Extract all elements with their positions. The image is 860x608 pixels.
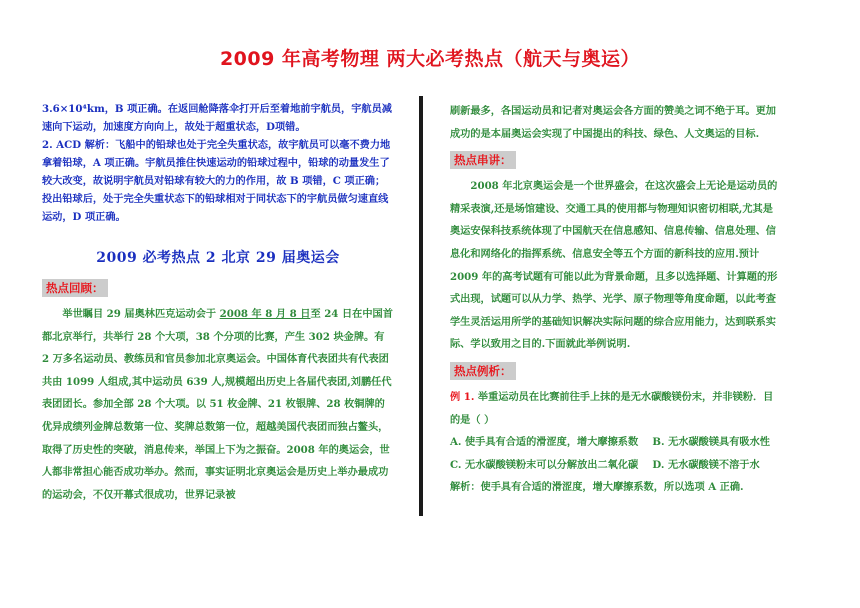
answer-1: 3.6×10⁴km，B 项正确。在返回舱降落伞打开后至着地前宇航员，宇航员减速向下运动，加速度方向向上，故处于超重状态，D项错。 [42, 103, 392, 133]
options-cd [450, 454, 778, 477]
column-divider [419, 96, 423, 516]
review-label: 热点回顾： [42, 279, 108, 297]
review-prefix: 举世瞩目 29 届奥林匹克运动会于 [62, 308, 220, 320]
section-title: 2009 必考热点 2 北京 29 届奥运会 [96, 250, 340, 266]
option-c: C. 无水碳酸镁粉末可以分解放出二氧化碳 [450, 458, 639, 471]
options-ab [450, 431, 778, 454]
analysis-paragraph: 2008 年北京奥运会是一个世界盛会，在这次盛会上无论是运动员的精采表演,还是场馆建设、交通工具的使用都与物理知识密切相联,尤其是奥运安保科技系统体现了中国航天在信息感知、信息传输、信息处理、信息化和网络化的指挥系统、信息安全等五个方面的新科技的应用.预计 2009 年的高考试题有可能以此为背景命题，且多以选择题、计算题的形式出现，试题可以从力学、热学、光学、原子物理等角度命题，以此考查学生灵活运用所学的基础知识解决实际问题的综合应用能力，达到联系实际、学以致用之目的.下面就此举例说明. [450, 180, 778, 351]
review-text [42, 303, 394, 506]
example-question-text: 举重运动员在比赛前往手上抹的是无水碳酸镁份末，并非镁粉．目的是（ ） [450, 390, 774, 426]
example-question [450, 386, 778, 431]
review-paragraph [42, 303, 394, 506]
previous-answers [42, 100, 394, 226]
option-b: B. 无水碳酸镁具有吸水性 [652, 436, 770, 449]
left-column [42, 100, 394, 506]
option-d: D. 无水碳酸镁不溶于水 [652, 458, 760, 471]
review-date: 2008 年 8 月 8 日 [219, 308, 311, 320]
example-number: 例 1. [450, 390, 475, 403]
continuation-paragraph: 刷新最多，各国运动员和记者对奥运会各方面的赞美之词不绝于耳。更加成功的是本届奥运会实现了中国提出的科技、绿色、人文奥运的目标. [450, 105, 776, 140]
explanation: 解析：使手具有合适的滑涩度，增大摩擦系数，所以选项 A 正确. [450, 481, 744, 494]
review-body: 至 24 日在中国首都北京举行，共举行 28 个大项，38 个分项的比赛，产生 302 块金牌。有 2 万多名运动员、教练员和官员参加北京奥运会。中国体育代表团共有代表团共由 1099 人组成,其中运动员 639 人,规模超出历史上各届代表团,刘鹏任代表团团长。参加全部 28 个大项。以 51 枚金牌、21 枚银牌、28 枚铜牌的优异成绩列金牌总数第一位、奖牌总数第一位，超越美国代表团而独占鳌头，取得了历史性的突破，消息传来，举国上下为之振奋。2008 年的奥运会，世人都非常担心能否成功举办。然而，事实证明北京奥运会是历史上举办最成功的运动会，不仅开幕式很成功，世界记录被 [42, 308, 393, 501]
right-column [450, 100, 778, 499]
page-title: 2009 年高考物理 两大必考热点（航天与奥运） [219, 48, 641, 70]
example-text [450, 386, 778, 499]
analysis-text [450, 175, 778, 356]
continuation-text [450, 100, 778, 145]
answer-2: 2. ACD 解析：飞船中的铅球也处于完全失重状态，故宇航员可以毫不费力地拿着铅球，A 项正确。宇航员推住快速运动的铅球过程中，铅球的动量发生了较大改变，故说明宇航员对铅球有较大的力的作用，故 B 项错，C 项正确；投出铅球后，处于完全失重状态下的铅球相对于同状态下的宇航员做匀速直线运动，D 项正确。 [42, 139, 391, 223]
example-label: 热点例析： [450, 362, 516, 380]
analysis-label: 热点串讲： [450, 151, 516, 169]
option-a: A. 使手具有合适的滑涩度，增大摩擦系数 [450, 436, 639, 449]
